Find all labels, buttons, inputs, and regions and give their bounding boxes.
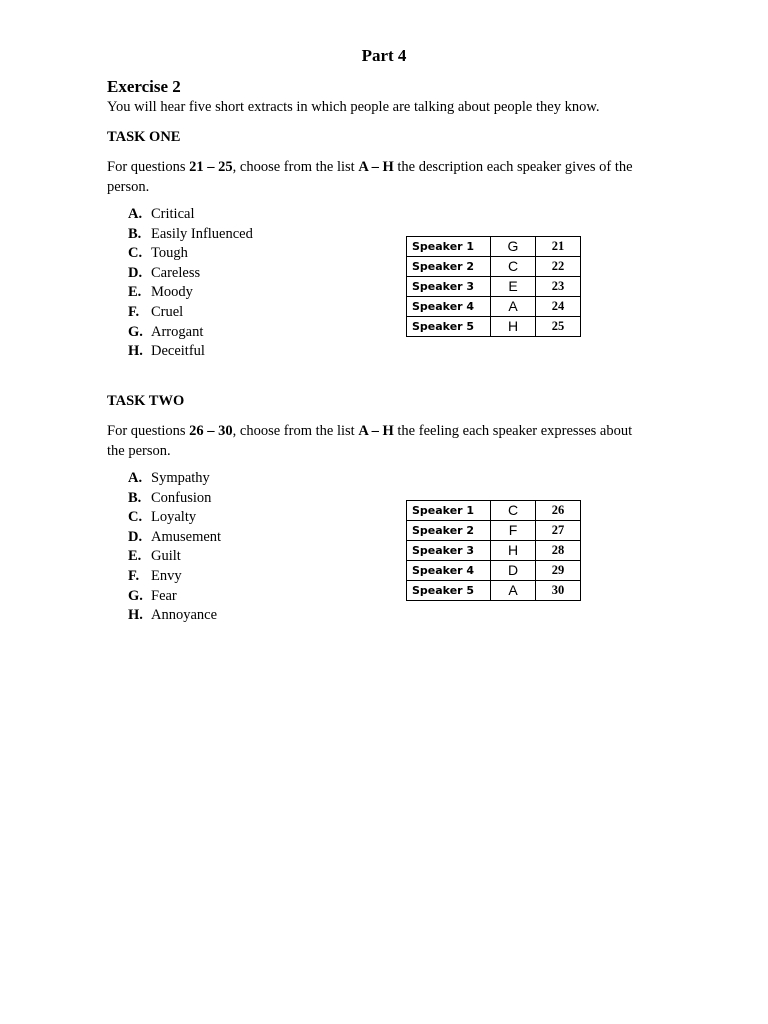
option-letter: H.	[128, 343, 143, 360]
speaker-cell: Speaker 2	[407, 257, 491, 277]
option-text: Fear	[151, 587, 177, 604]
instruction-text: For questions	[107, 423, 190, 439]
table-row	[407, 581, 581, 601]
question-number-cell: 27	[536, 521, 581, 541]
speaker-cell: Speaker 1	[407, 237, 491, 257]
option-text: Annoyance	[151, 607, 218, 624]
instruction-text: the description each speaker gives of the person.	[107, 159, 633, 195]
answer-cell[interactable]: C	[491, 257, 536, 277]
table-row	[407, 257, 581, 277]
option-text: Deceitful	[151, 343, 205, 360]
question-number-cell: 25	[536, 317, 581, 337]
option-text: Amusement	[151, 528, 222, 545]
option-item	[128, 508, 221, 528]
option-letter: G.	[128, 587, 143, 604]
option-item	[128, 567, 221, 587]
option-letter: E.	[128, 284, 142, 301]
option-letter: C.	[128, 509, 143, 526]
option-letter: F.	[128, 303, 140, 320]
table-row	[407, 277, 581, 297]
question-range: 26 – 30	[189, 423, 233, 439]
option-item	[128, 489, 221, 509]
option-item	[128, 547, 221, 567]
speaker-cell: Speaker 3	[407, 277, 491, 297]
question-number-cell: 21	[536, 237, 581, 257]
speaker-cell: Speaker 4	[407, 561, 491, 581]
option-text: Cruel	[151, 303, 184, 320]
table-row	[407, 541, 581, 561]
option-text: Arrogant	[151, 323, 204, 340]
speaker-cell: Speaker 5	[407, 317, 491, 337]
instruction-text: , choose from the list	[232, 423, 359, 439]
option-text: Confusion	[151, 489, 212, 506]
option-letter: E.	[128, 548, 142, 565]
option-item	[128, 342, 253, 362]
table-row	[407, 561, 581, 581]
task-one-heading: TASK ONE	[107, 129, 181, 145]
question-number-cell: 29	[536, 561, 581, 581]
option-text: Envy	[151, 567, 182, 584]
table-row	[407, 521, 581, 541]
question-number-cell: 26	[536, 501, 581, 521]
answer-cell[interactable]: E	[491, 277, 536, 297]
option-text: Moody	[151, 284, 193, 301]
instruction-text: , choose from the list	[232, 159, 359, 175]
answer-cell[interactable]: G	[491, 237, 536, 257]
option-item	[128, 303, 253, 323]
answer-cell[interactable]: D	[491, 561, 536, 581]
option-text: Guilt	[151, 548, 181, 565]
option-letter: A.	[128, 206, 143, 222]
option-item	[128, 587, 221, 607]
task-two-answer-table	[406, 500, 581, 601]
instruction-text: the feeling each speaker expresses about the person.	[107, 423, 633, 459]
question-number-cell: 22	[536, 257, 581, 277]
answer-cell[interactable]: C	[491, 501, 536, 521]
speaker-cell: Speaker 5	[407, 581, 491, 601]
speaker-cell: Speaker 4	[407, 297, 491, 317]
option-text: Loyalty	[151, 509, 197, 526]
option-letter: F.	[128, 567, 140, 584]
option-letter: D.	[128, 264, 143, 281]
option-letter: C.	[128, 245, 143, 262]
speaker-cell: Speaker 3	[407, 541, 491, 561]
option-item	[128, 528, 221, 548]
table-row	[407, 237, 581, 257]
speaker-cell: Speaker 1	[407, 501, 491, 521]
option-letter: D.	[128, 528, 143, 545]
option-letter: B.	[128, 225, 142, 242]
answer-cell[interactable]: A	[491, 581, 536, 601]
option-letter: A.	[128, 470, 143, 486]
option-item	[128, 244, 253, 264]
option-text: Easily Influenced	[151, 225, 253, 242]
task-two-options	[128, 469, 221, 626]
option-letter: G.	[128, 323, 143, 340]
option-item	[128, 283, 253, 303]
question-number-cell: 30	[536, 581, 581, 601]
table-row	[407, 317, 581, 337]
question-range: 21 – 25	[189, 159, 233, 175]
table-row	[407, 297, 581, 317]
option-item	[128, 323, 253, 343]
answer-cell[interactable]: A	[491, 297, 536, 317]
option-text: Critical	[151, 206, 195, 222]
task-one-instruction	[107, 158, 647, 197]
task-two-heading: TASK TWO	[107, 393, 185, 409]
task-two-instruction	[107, 422, 647, 461]
letter-range: A – H	[358, 159, 394, 175]
table-row	[407, 501, 581, 521]
instruction-text: For questions	[107, 159, 190, 175]
task-one-answer-table	[406, 236, 581, 337]
answer-cell[interactable]: H	[491, 317, 536, 337]
option-item	[128, 469, 221, 489]
answer-cell[interactable]: F	[491, 521, 536, 541]
question-number-cell: 24	[536, 297, 581, 317]
question-number-cell: 28	[536, 541, 581, 561]
option-letter: H.	[128, 607, 143, 624]
option-text: Careless	[151, 264, 201, 281]
page-title: Part 4	[361, 46, 407, 65]
option-text: Tough	[151, 245, 188, 262]
option-item	[128, 225, 253, 245]
speaker-cell: Speaker 2	[407, 521, 491, 541]
option-item	[128, 264, 253, 284]
exercise-intro: You will hear five short extracts in which people are talking about people they know.	[107, 99, 600, 115]
question-number-cell: 23	[536, 277, 581, 297]
answer-cell[interactable]: H	[491, 541, 536, 561]
option-letter: B.	[128, 489, 142, 506]
letter-range: A – H	[358, 423, 394, 439]
option-text: Sympathy	[151, 470, 210, 486]
exercise-title: Exercise 2	[107, 77, 181, 96]
task-one-options	[128, 205, 253, 362]
option-item	[128, 606, 221, 626]
option-item	[128, 205, 253, 225]
